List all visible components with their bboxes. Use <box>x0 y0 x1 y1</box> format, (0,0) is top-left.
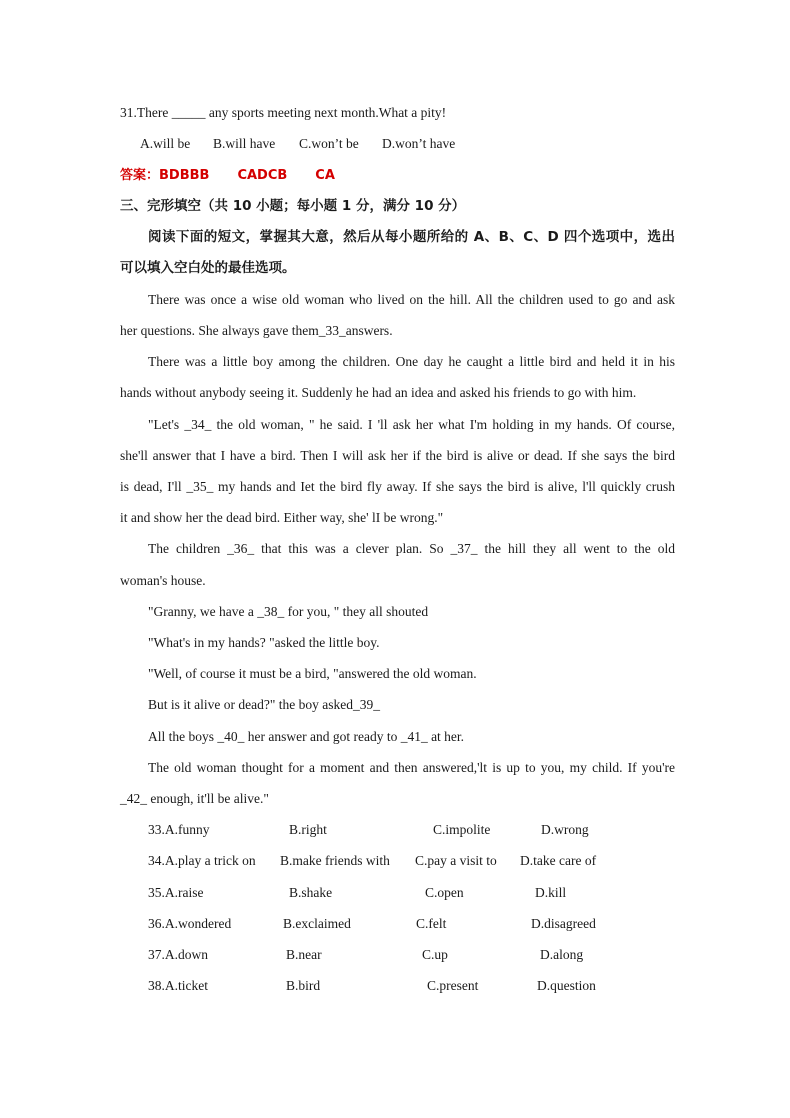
q31-option-a: A.will be <box>140 136 191 151</box>
question-37-option-c: C.up <box>422 947 448 962</box>
answer-label: 答案： <box>120 168 160 183</box>
question-34-option-c: C.pay a visit to <box>415 853 497 868</box>
passage-line: it and show her the dead bird. Either way, she' lI be wrong." <box>120 510 444 525</box>
question-38-option-c: C.present <box>427 978 479 993</box>
passage-line: she'll answer that I have a bird. Then I will ask her if the bird is alive or dead. If she says the bird <box>120 448 675 463</box>
q31-stem: 31.There _____ any sports meeting next month.What a pity! <box>120 105 447 120</box>
answer-group-1: BDBBB <box>159 168 210 183</box>
passage-line: her questions. She always gave them_33_answers. <box>120 323 393 338</box>
question-38-option-a: 38.A.ticket <box>148 978 208 993</box>
q31-option-c: C.won’t be <box>299 136 359 151</box>
question-34-option-a: 34.A.play a trick on <box>148 853 256 868</box>
question-35-option-d: D.kill <box>535 885 567 900</box>
passage-line: "Well, of course it must be a bird, "answered the old woman. <box>148 666 477 681</box>
passage-line: The children _36_ that this was a clever plan. So _37_ the hill they all went to the old <box>148 541 675 556</box>
section-instruction-line-2: 可以填入空白处的最佳选项。 <box>120 260 296 276</box>
answer-group-3: CA <box>315 168 335 183</box>
question-34-option-b: B.make friends with <box>280 853 390 868</box>
section-heading: 三、完形填空（共 10 小题；每小题 1 分，满分 10 分） <box>120 198 466 214</box>
question-37-option-b: B.near <box>286 947 322 962</box>
question-36-option-c: C.felt <box>416 916 447 931</box>
answer-key <box>120 166 675 185</box>
question-36-option-a: 36.A.wondered <box>148 916 232 931</box>
question-38-option-d: D.question <box>537 978 596 993</box>
question-35-option-c: C.open <box>425 885 464 900</box>
question-33-option-d: D.wrong <box>541 822 589 837</box>
question-33-option-c: C.impolite <box>433 822 491 837</box>
answer-group-2: CADCB <box>237 168 288 183</box>
q31-option-d: D.won’t have <box>382 136 456 151</box>
question-33-option-b: B.right <box>289 822 327 837</box>
passage-line: "What's in my hands? "asked the little boy. <box>148 635 380 650</box>
question-35-option-a: 35.A.raise <box>148 885 204 900</box>
question-37-option-a: 37.A.down <box>148 947 208 962</box>
passage-line: All the boys _40_ her answer and got ready to _41_ at her. <box>148 729 465 744</box>
passage-line: "Granny, we have a _38_ for you, " they all shouted <box>148 604 429 619</box>
passage-line: woman's house. <box>120 573 206 588</box>
question-33-option-a: 33.A.funny <box>148 822 210 837</box>
question-36-option-d: D.disagreed <box>531 916 596 931</box>
passage-line: "Let's _34_ the old woman, " he said. I 'll ask her what I'm holding in my hands. Of course, <box>148 417 675 432</box>
passage-line: hands without anybody seeing it. Suddenly he had an idea and asked his friends to go with him. <box>120 385 637 400</box>
question-36-option-b: B.exclaimed <box>283 916 351 931</box>
passage-line: The old woman thought for a moment and then answered,'lt is up to you, my child. If you're <box>148 760 675 775</box>
q31-option-b: B.will have <box>213 136 276 151</box>
passage-line: _42_ enough, it'll be alive." <box>120 791 269 806</box>
passage-line: There was once a wise old woman who lived on the hill. All the children used to go and ask <box>148 292 675 307</box>
passage-line: There was a little boy among the children. One day he caught a little bird and held it in his <box>148 354 675 369</box>
question-37-option-d: D.along <box>540 947 584 962</box>
question-34-option-d: D.take care of <box>520 853 597 868</box>
question-38-option-b: B.bird <box>286 978 321 993</box>
passage-line: But is it alive or dead?" the boy asked_39_ <box>148 697 380 712</box>
section-instruction-line-1: 阅读下面的短文，掌握其大意，然后从每小题所给的 A、B、C、D 四个选项中，选出 <box>148 229 675 245</box>
question-35-option-b: B.shake <box>289 885 333 900</box>
passage-line: is dead, I'll _35_ my hands and Iet the bird fly away. If she says the bird is alive, l'll quickly crush <box>120 479 675 494</box>
